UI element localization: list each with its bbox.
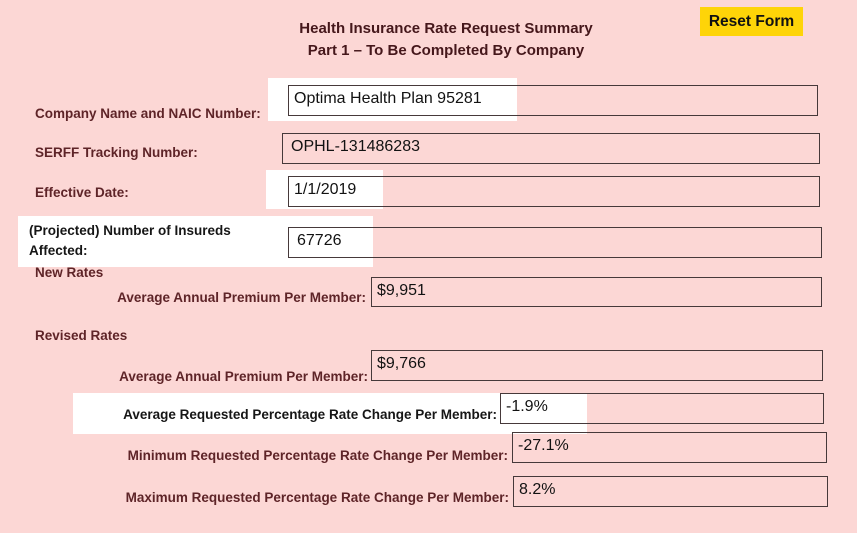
insureds-label-line2: Affected: [29, 243, 88, 258]
min-pct-change-field[interactable]: -27.1% [512, 432, 827, 463]
reset-form-button[interactable]: Reset Form [700, 7, 803, 36]
serff-tracking-field[interactable]: OPHL-131486283 [282, 133, 820, 164]
max-pct-change-field[interactable]: 8.2% [513, 476, 828, 507]
revised-rates-section-heading: Revised Rates [35, 328, 128, 343]
revised-avg-premium-field[interactable]: $9,766 [371, 350, 823, 381]
insureds-label [29, 221, 231, 261]
new-avg-premium-field[interactable]: $9,951 [371, 277, 822, 307]
insureds-field[interactable]: 67726 [288, 227, 822, 258]
serff-tracking-label: SERFF Tracking Number: [35, 145, 198, 160]
insureds-label-line1: (Projected) Number of Insureds [29, 223, 231, 238]
company-name-field[interactable]: Optima Health Plan 95281 [288, 85, 818, 116]
min-pct-change-label: Minimum Requested Percentage Rate Change Per Member: [127, 448, 508, 463]
new-avg-premium-label: Average Annual Premium Per Member: [117, 290, 366, 305]
company-name-label: Company Name and NAIC Number: [35, 106, 261, 121]
effective-date-field[interactable]: 1/1/2019 [288, 176, 820, 207]
avg-pct-change-label: Average Requested Percentage Rate Change Per Member: [123, 407, 497, 422]
new-rates-section-heading: New Rates [35, 265, 104, 280]
revised-avg-premium-label: Average Annual Premium Per Member: [119, 369, 368, 384]
avg-pct-change-field[interactable]: -1.9% [500, 393, 824, 424]
effective-date-label: Effective Date: [35, 185, 129, 200]
form-title-line2: Part 1 – To Be Completed By Company [307, 42, 585, 59]
form-title-line1: Health Insurance Rate Request Summary [299, 20, 593, 37]
max-pct-change-label: Maximum Requested Percentage Rate Change Per Member: [125, 490, 509, 505]
